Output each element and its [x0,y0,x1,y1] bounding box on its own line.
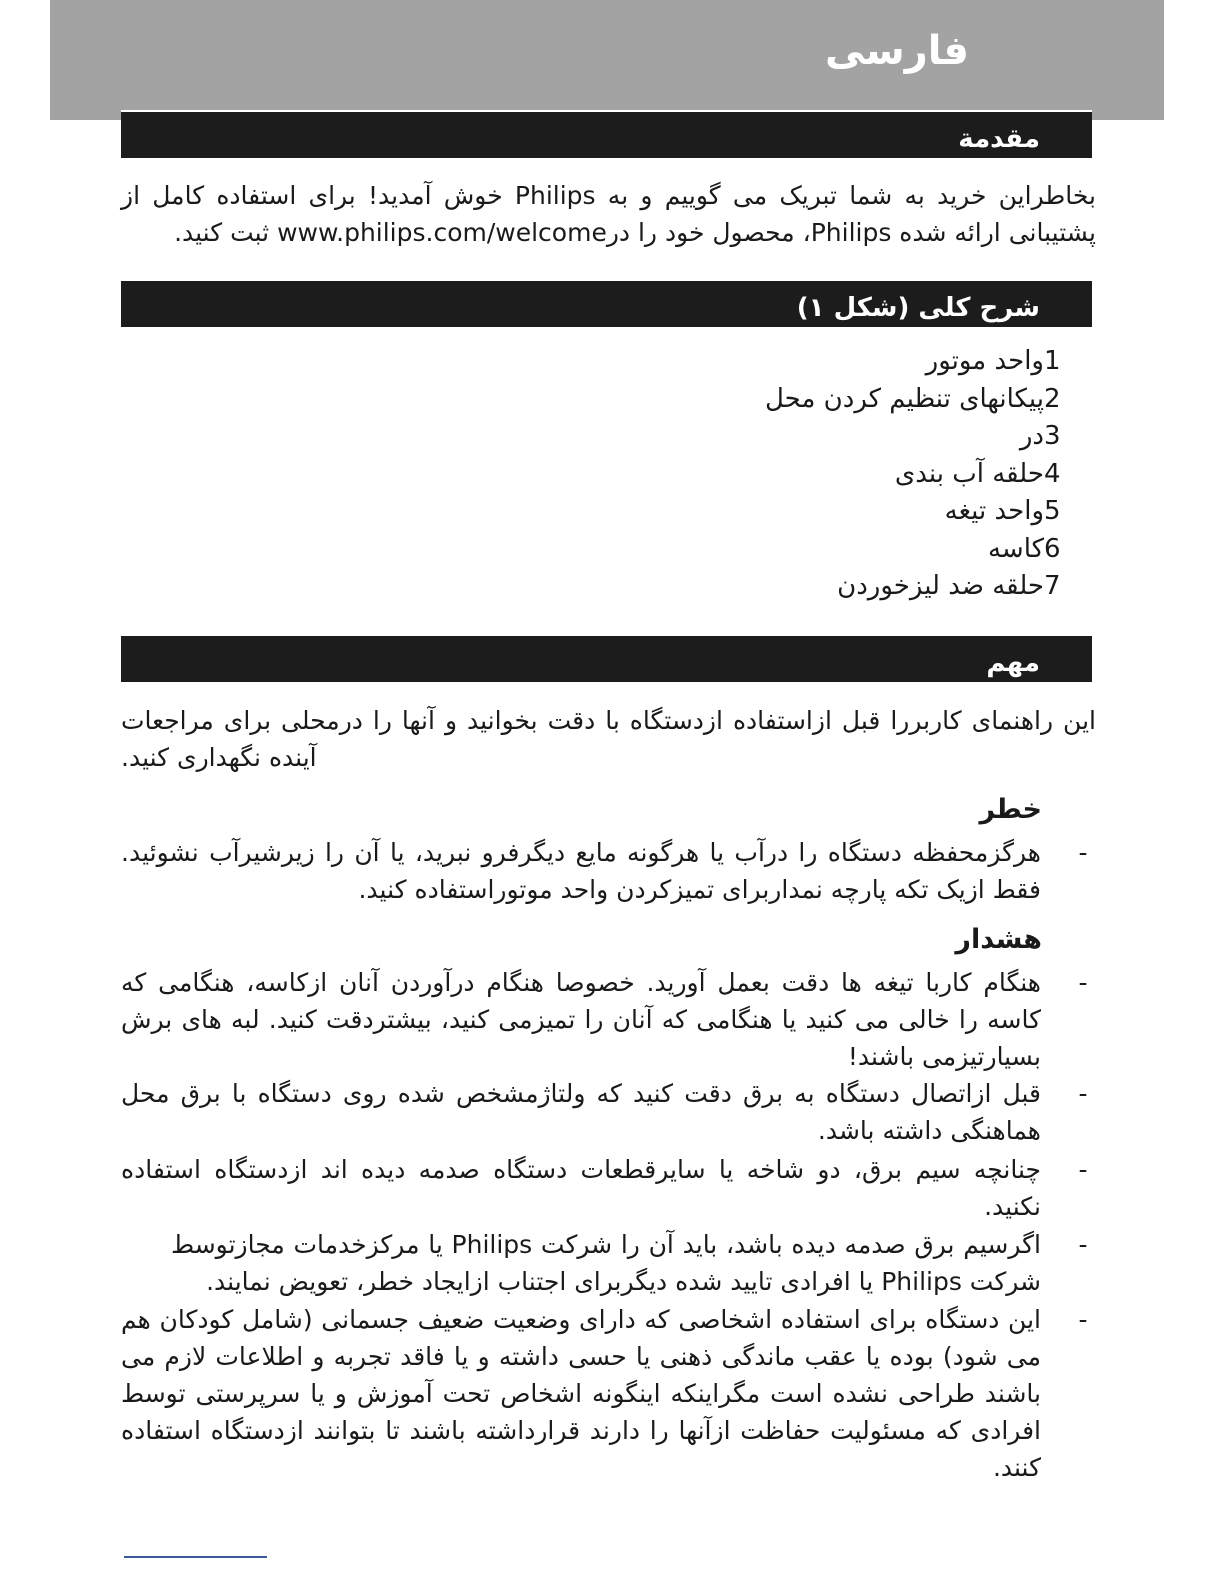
section-bar-intro [121,110,1092,158]
warning-bullet [121,1151,1093,1225]
list-item-label: واحد موتور [925,346,1044,376]
list-item [494,568,1094,606]
warning-bullet [121,1075,1093,1149]
bullet-text: این دستگاه برای استفاده اشخاصی که دارای وضعیت ضعیف جسمانی (شامل کودکان هم می شود) بوده یا عقب ماندگی ذهنی یا حسی داشته و یا فاقد تجربه و اطلاعات لازم می باشند طراحی نشده است مگراینکه اینگونه اشخاص تحت آموزش و یا سرپرستی توسط افرادی که مسئولیت حفاظت ازآنها را دارند قرارداشته باشند تا بتوانند ازدستگاه استفاده کنند. [121,1305,1041,1482]
language-title: فارسی [824,28,969,74]
intro-paragraph: بخاطراین خرید به شما تبریک می گوییم و به Philips خوش آمدید! برای استفاده کامل از پشتیبانی ارائه شده Philips، محصول خود را درwww.philips.com/welcome ثبت کنید. [121,181,1096,247]
bullet-dash: - [1078,1305,1088,1334]
list-item-number: 5 [1044,496,1061,526]
list-item-number: 6 [1044,533,1061,564]
list-item-label: در [1019,421,1044,451]
parts-list [494,343,1094,606]
bullet-dash: - [1078,1079,1088,1108]
list-item-label: واحد تیغه [944,496,1044,526]
section-title-intro: مقدمة [958,124,1040,154]
section-bar-overview [121,279,1092,327]
list-item-label: کاسه [987,533,1044,564]
list-item [494,531,1094,569]
warning-bullet [121,1226,1093,1300]
warning-bullet [121,1301,1093,1486]
warning-bullet [121,964,1093,1075]
list-item-number: 1 [1044,346,1061,376]
bullet-dash: - [1078,1155,1088,1184]
list-item-label: حلقه آب بندی [894,458,1044,489]
language-header-band [50,0,1164,120]
bullet-text: چنانچه سیم برق، دو شاخه یا سایرقطعات دستگاه صدمه دیده اند ازدستگاه استفاده نکنید. [121,1155,1041,1221]
list-item [494,493,1094,531]
footnote-rule [124,1556,267,1558]
section-title-important: مهم [986,648,1040,678]
list-item-number: 2 [1044,383,1061,414]
list-item-number: 4 [1044,458,1061,489]
list-item [494,343,1094,381]
important-paragraph: این راهنمای کاربررا قبل ازاستفاده ازدستگاه با دقت بخوانید و آنها را درمحلی برای مراجعات آینده نگهداری کنید. [121,706,1096,772]
bullet-text: هرگزمحفظه دستگاه را درآب یا هرگونه مایع دیگرفرو نبرید، یا آن را زیرشیرآب نشوئید. فقط ازیک تکه پارچه نمداربرای تمیزکردن واحد موتوراستفاده کنید. [121,838,1041,904]
bullet-text: قبل ازاتصال دستگاه به برق دقت کنید که ولتاژمشخص شده روی دستگاه با برق محل هماهنگی داشته باشد. [121,1079,1041,1145]
bullet-dash: - [1078,968,1088,997]
list-item-label: پیکانهای تنظیم کردن محل [764,383,1044,414]
bullet-dash: - [1078,1230,1088,1259]
danger-bullet [121,834,1093,908]
list-item [494,418,1094,456]
danger-heading: خطر [979,794,1042,825]
list-item [494,381,1094,419]
list-item-label: حلقه ضد لیزخوردن [837,571,1044,601]
warning-heading: هشدار [955,924,1042,955]
section-bar-important [121,634,1092,682]
bullet-text: اگرسیم برق صدمه دیده باشد، باید آن را شرکت Philips یا مرکزخدمات مجازتوسط شرکت Philips یا افرادی تایید شده دیگربرای اجتناب ازایجاد خطر، تعویض نمایند. [171,1230,1041,1296]
bullet-text: هنگام کاربا تیغه ها دقت بعمل آورید. خصوصا هنگام درآوردن آنان ازکاسه، هنگامی که کاسه را خالی می کنید یا هنگامی که آنان را تمیزمی کنید، بیشتردقت کنید. لبه های برش بسیارتیزمی باشند! [121,968,1041,1071]
section-title-overview: شرح کلی (شکل ۱) [796,293,1040,323]
list-item-number: 3 [1044,421,1061,451]
list-item [494,456,1094,494]
list-item-number: 7 [1044,571,1061,601]
bullet-dash: - [1078,838,1088,867]
